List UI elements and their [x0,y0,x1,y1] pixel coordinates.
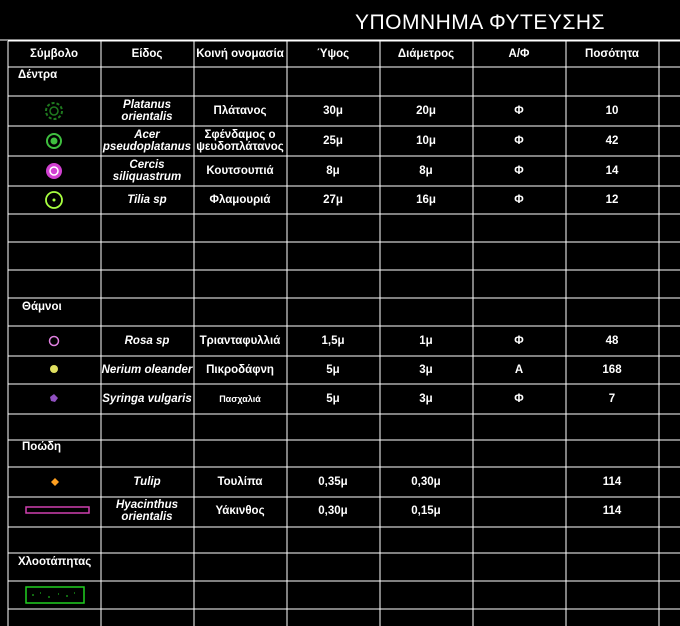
diameter-cell: 8μ [419,165,433,177]
quantity-cell: 114 [602,476,622,488]
header-af: Α/Φ [508,48,530,60]
height-cell: 0,35μ [318,476,348,488]
species-cell: Syringa vulgaris [102,393,192,405]
header-common-name: Κοινή ονομασία [196,48,284,60]
common-name-cell: Κουτσουπιά [206,165,274,177]
species-cell: Platanus orientalis [121,99,173,123]
af-cell: Φ [514,335,524,347]
common-name-cell: Τριανταφυλλιά [199,335,281,347]
height-cell: 27μ [323,194,343,206]
height-cell: 25μ [323,135,343,147]
height-cell: 30μ [323,105,343,117]
shrub-purple-icon [50,394,58,402]
species-cell: Tilia sp [127,194,167,206]
tree-lime-icon [46,192,62,208]
category-trees: Δέντρα [18,69,58,81]
common-name-cell: Πλάτανος [213,105,267,117]
common-name-cell: Φλαμουριά [209,194,271,206]
header-symbol: Σύμβολο [30,48,78,60]
af-cell: Φ [514,135,524,147]
diameter-cell: 3μ [419,364,433,376]
common-name-cell: Πασχαλιά [219,394,261,404]
quantity-cell: 7 [608,393,616,405]
height-cell: 8μ [326,165,340,177]
common-name-cell: Τουλίπα [217,476,263,488]
category-shrubs: Θάμνοι [22,301,62,313]
species-cell: Nerium oleander [101,364,193,376]
height-cell: 1,5μ [321,335,345,347]
category-lawn: Ποώδη [22,441,62,453]
diameter-cell: 0,30μ [411,476,441,488]
quantity-cell: 168 [602,364,622,376]
quantity-cell: 42 [605,135,619,147]
species-cell: Acer pseudoplatanus [102,129,192,153]
header-species: Είδος [131,48,163,60]
header-height: Ύψος [316,48,350,60]
height-cell: 5μ [326,364,340,376]
af-cell: Φ [514,393,524,405]
tulip-orange-icon [51,478,59,486]
lawn-green-icon [26,587,84,603]
species-cell: Rosa sp [124,335,170,347]
height-cell: 0,30μ [318,505,348,517]
height-cell: 5μ [326,393,340,405]
tree-green-icon [47,134,61,148]
af-cell: Φ [514,194,524,206]
diameter-cell: 0,15μ [411,505,441,517]
quantity-cell: 114 [602,505,622,517]
category-ground-cover: Χλοοτάπητας [18,556,92,568]
shrub-pink-icon [50,337,59,346]
quantity-cell: 48 [605,335,619,347]
species-cell: Hyacinthus orientalis [116,499,178,523]
tree-dark-green-icon [46,103,62,119]
diameter-cell: 10μ [416,135,436,147]
shrub-yellow-icon [50,365,58,373]
quantity-cell: 14 [605,165,619,177]
diameter-cell: 20μ [416,105,436,117]
legend-title: ΥΠΟΜΝΗΜΑ ΦΥΤΕΥΣΗΣ [354,11,606,34]
af-cell: Α [514,364,524,376]
species-cell: Cercis siliquastrum [112,159,182,183]
header-quantity: Ποσότητα [585,48,639,60]
diameter-cell: 1μ [419,335,433,347]
diameter-cell: 3μ [419,393,433,405]
header-diameter: Διάμετρος [397,48,455,60]
species-cell: Tulip [133,476,161,488]
quantity-cell: 12 [605,194,619,206]
diameter-cell: 16μ [416,194,436,206]
af-cell: Φ [514,105,524,117]
common-name-cell: Πικροδάφνη [206,364,274,376]
quantity-cell: 10 [605,105,619,117]
af-cell: Φ [514,165,524,177]
tree-magenta-icon [46,163,62,179]
common-name-cell: Υάκινθος [215,505,265,517]
hyacinth-magenta-icon [26,507,89,513]
common-name-cell: Σφένδαμος ο ψευδοπλάτανος [196,129,284,153]
